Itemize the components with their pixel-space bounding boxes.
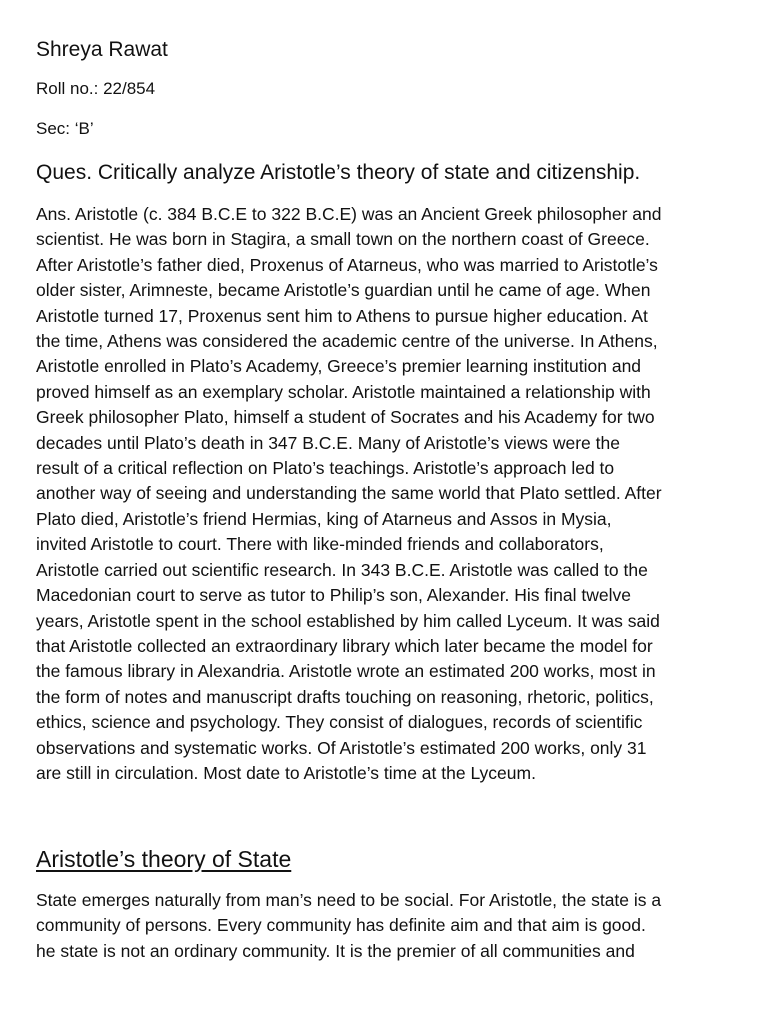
answer-line: the form of notes and manuscript drafts touching on reasoning, rhetoric, politics, bbox=[36, 686, 654, 707]
state-theory-paragraph bbox=[36, 888, 736, 964]
section-heading: Aristotle’s theory of State bbox=[36, 846, 292, 872]
state-line: community of persons. Every community has definite aim and that aim is good. bbox=[36, 915, 646, 936]
answer-paragraph bbox=[36, 202, 736, 786]
answer-line: another way of seeing and understanding the same world that Plato settled. After bbox=[36, 483, 662, 504]
answer-line: scientist. He was born in Stagira, a small town on the northern coast of Greece. bbox=[36, 229, 650, 250]
author-name: Shreya Rawat bbox=[36, 38, 168, 61]
question-text: Ques. Critically analyze Aristotle’s theory of state and citizenship. bbox=[36, 161, 641, 184]
answer-line: Aristotle enrolled in Plato’s Academy, Greece’s premier learning institution and bbox=[36, 356, 642, 377]
answer-line: are still in circulation. Most date to Aristotle’s time at the Lyceum. bbox=[36, 762, 536, 783]
answer-line: decades until Plato’s death in 347 B.C.E. Many of Aristotle’s views were the bbox=[36, 432, 620, 453]
state-line: he state is not an ordinary community. It is the premier of all communities and bbox=[36, 940, 635, 961]
answer-line: Plato died, Aristotle’s friend Hermias, king of Atarneus and Assos in Mysia, bbox=[36, 508, 612, 529]
answer-line: ethics, science and psychology. They consist of dialogues, records of scientific bbox=[36, 712, 643, 733]
answer-line: proved himself as an exemplary scholar. Aristotle maintained a relationship with bbox=[36, 381, 651, 402]
answer-line: Aristotle turned 17, Proxenus sent him to Athens to pursue higher education. At bbox=[36, 305, 648, 326]
section-label: Sec: ‘B’ bbox=[36, 119, 94, 138]
answer-line: After Aristotle’s father died, Proxenus of Atarneus, who was married to Aristotle’s bbox=[36, 254, 658, 275]
answer-line: years, Aristotle spent in the school established by him called Lyceum. It was said bbox=[36, 610, 660, 631]
answer-line: observations and systematic works. Of Aristotle’s estimated 200 works, only 31 bbox=[36, 737, 647, 758]
answer-line: Ans. Aristotle (c. 384 B.C.E to 322 B.C.E) was an Ancient Greek philosopher and bbox=[36, 204, 662, 224]
answer-line: the famous library in Alexandria. Aristotle wrote an estimated 200 works, most in bbox=[36, 661, 656, 682]
roll-number: Roll no.: 22/854 bbox=[36, 79, 156, 98]
answer-line: Macedonian court to serve as tutor to Philip’s son, Alexander. His final twelve bbox=[36, 585, 631, 606]
answer-line: the time, Athens was considered the academic centre of the universe. In Athens, bbox=[36, 331, 658, 352]
answer-line: invited Aristotle to court. There with like-minded friends and collaborators, bbox=[36, 534, 604, 555]
answer-line: Greek philosopher Plato, himself a student of Socrates and his Academy for two bbox=[36, 407, 655, 428]
state-line: State emerges naturally from man’s need to be social. For Aristotle, the state is a bbox=[36, 890, 662, 910]
answer-line: that Aristotle collected an extraordinary library which later became the model for bbox=[36, 635, 653, 656]
answer-line: Aristotle carried out scientific research. In 343 B.C.E. Aristotle was called to the bbox=[36, 559, 648, 580]
answer-line: result of a critical reflection on Plato’s teachings. Aristotle’s approach led to bbox=[36, 458, 615, 479]
answer-line: older sister, Arimneste, became Aristotle’s guardian until he came of age. When bbox=[36, 280, 651, 301]
